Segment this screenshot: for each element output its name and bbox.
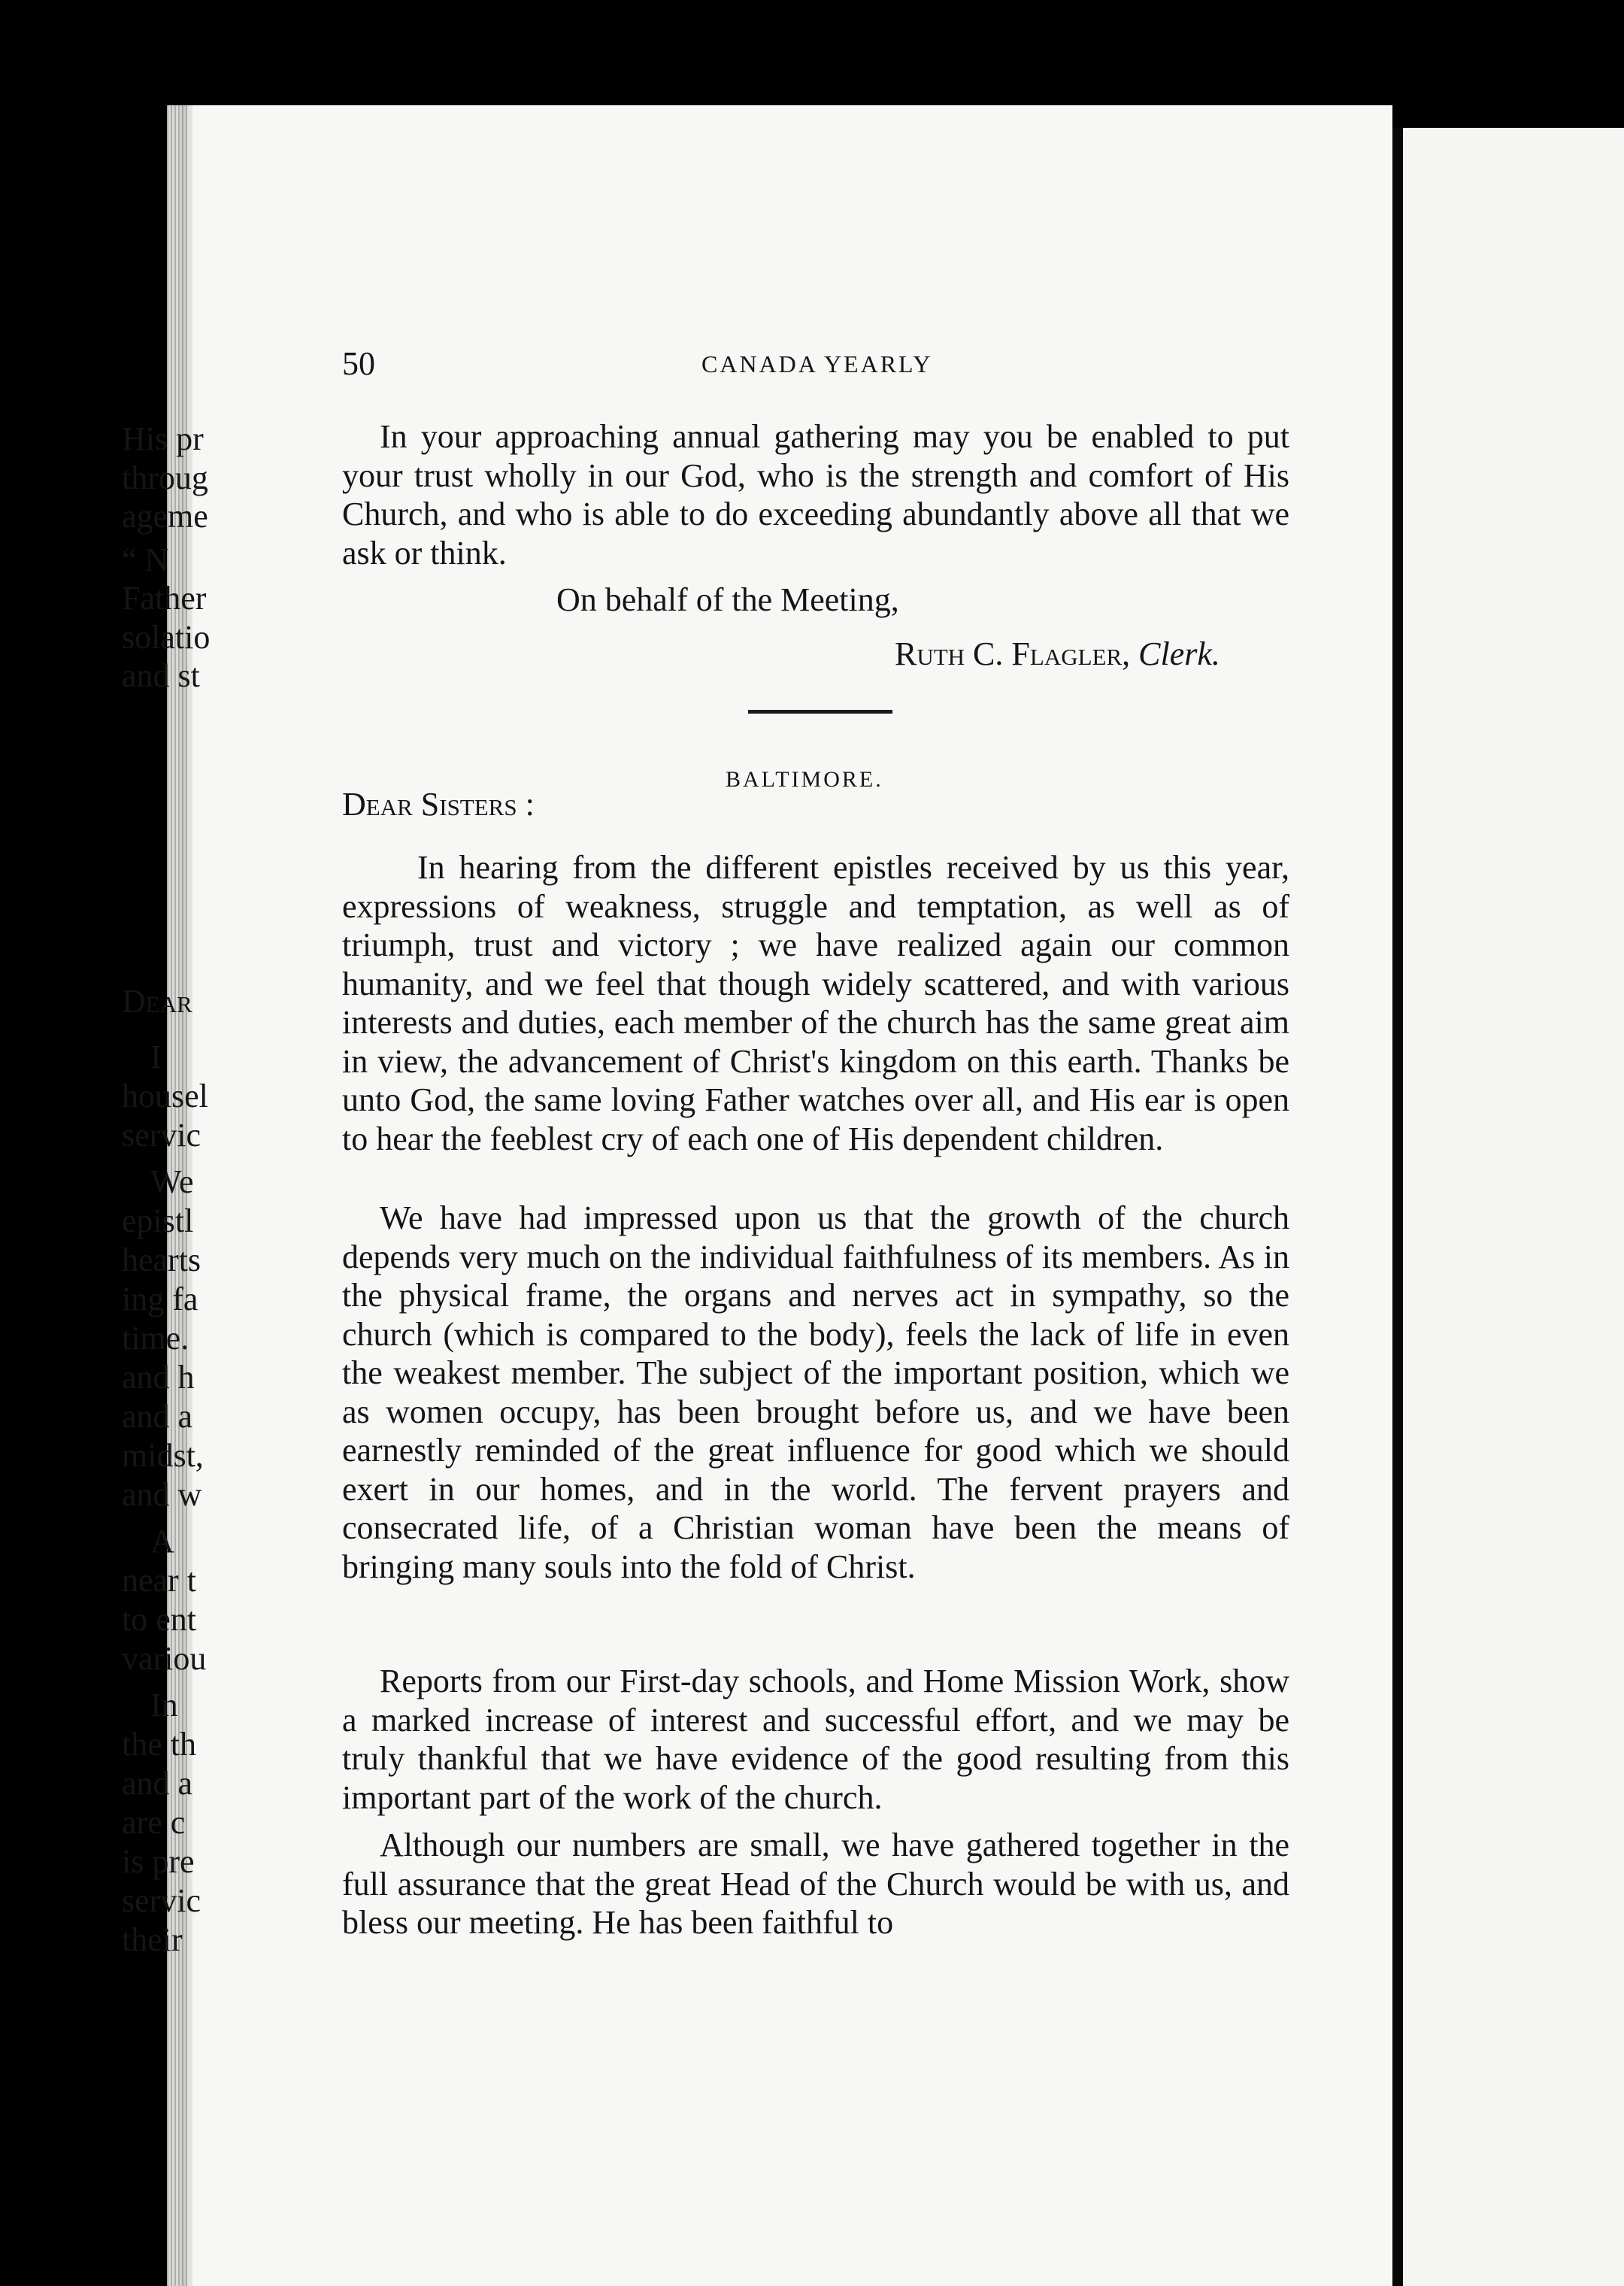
right-page-line: epistl <box>122 1202 194 1239</box>
right-page-line: In <box>150 1687 178 1724</box>
right-page-line: servic <box>122 1882 201 1919</box>
right-page-line: throug <box>122 459 208 496</box>
page-header <box>342 344 1289 390</box>
signature-title: Clerk. <box>1138 635 1220 672</box>
right-page-salutation: Dear <box>122 983 192 1020</box>
right-page-line: and a <box>122 1398 193 1435</box>
right-page-line: His pr <box>122 420 204 457</box>
section-title: BALTIMORE. <box>726 767 883 792</box>
right-page-line: and a <box>122 1765 193 1802</box>
running-head: CANADA YEARLY <box>701 350 933 377</box>
right-page-line: servic <box>122 1117 201 1154</box>
right-page-line: housel <box>122 1078 208 1114</box>
right-page-line: A <box>150 1523 174 1560</box>
right-page-line: to ent <box>122 1601 196 1638</box>
page-number: 50 <box>342 345 375 382</box>
right-page-line: and st <box>122 657 200 694</box>
right-page-line: hearts <box>122 1242 201 1278</box>
section-divider <box>748 710 892 714</box>
book-gutter <box>1392 128 1403 2286</box>
paragraph-1: In your approaching annual gathering may you be enabled to put your trust wholly in our God, who is the strength and comfort of His Church, and who is able to do exceeding abundantly above all that we ask or think. <box>342 418 1289 572</box>
closing-line: On behalf of the Meeting, <box>556 581 899 618</box>
paragraph-5: Although our numbers are small, we have gathered together in the full assurance that the great Head of the Church would be with us, and bless our meeting. He has been faithful to <box>342 1827 1289 1941</box>
salutation: Dear Sisters : <box>342 786 535 823</box>
signature <box>895 635 1293 674</box>
paragraph-2: In hearing from the different epistles received by us this year, expressions of weakness, struggle and temptation, as well as of triumph, trust and victory ; we have realized again our common humanity, and we feel that though widely scattered, and with various interests and duties, each member of the church has the same great aim in view, the advancement of Christ's kingdom on this earth. Thanks be unto God, the same loving Father watches over all, and His ear is open to hear the feeblest cry of each one of His dependent children. <box>342 849 1289 1157</box>
right-page-line: midst, <box>122 1437 204 1474</box>
right-page-line: ageme <box>122 498 208 535</box>
signature-name: Ruth C. Flagler, <box>895 635 1131 672</box>
paragraph-4: Reports from our First-day schools, and Home Mission Work, show a marked increase of interest and successful effort, and we may be truly thankful that we have evidence of the good resulting from this important part of the work of the church. <box>342 1663 1289 1816</box>
right-page-line: and h <box>122 1359 195 1396</box>
right-page-line: I <box>150 1038 162 1075</box>
right-page-line: We <box>150 1163 194 1200</box>
right-page-line: near t <box>122 1562 196 1599</box>
right-page-line: variou <box>122 1640 207 1677</box>
right-page-line: and w <box>122 1476 202 1513</box>
paragraph-3: We have had impressed upon us that the growth of the church depends very much on the individual faithfulness of its members. As in the physical frame, the organs and nerves act in sympathy, so the church (which is compared to the body), feels the lack of life in even the weakest member. The subject of the important position, which we as women occupy, has been brought before us, and we have been earnestly reminded of the great influence for good which we should exert in our homes, and in the world. The fervent prayers and consecrated life, of a Christian woman have been the means of bringing many souls into the fold of Christ. <box>342 1199 1289 1585</box>
right-page-line: the th <box>122 1726 196 1763</box>
right-page-line: “ N <box>122 541 169 578</box>
right-page-line: ing fa <box>122 1281 198 1317</box>
right-page-line: are c <box>122 1804 186 1841</box>
right-page-line: time. <box>122 1320 189 1357</box>
right-page-line: solatio <box>122 618 211 656</box>
right-page-line: Father <box>122 580 207 617</box>
right-page <box>1403 128 1624 2286</box>
right-page-line: is pre <box>122 1843 195 1880</box>
right-page-line: their <box>122 1921 183 1958</box>
